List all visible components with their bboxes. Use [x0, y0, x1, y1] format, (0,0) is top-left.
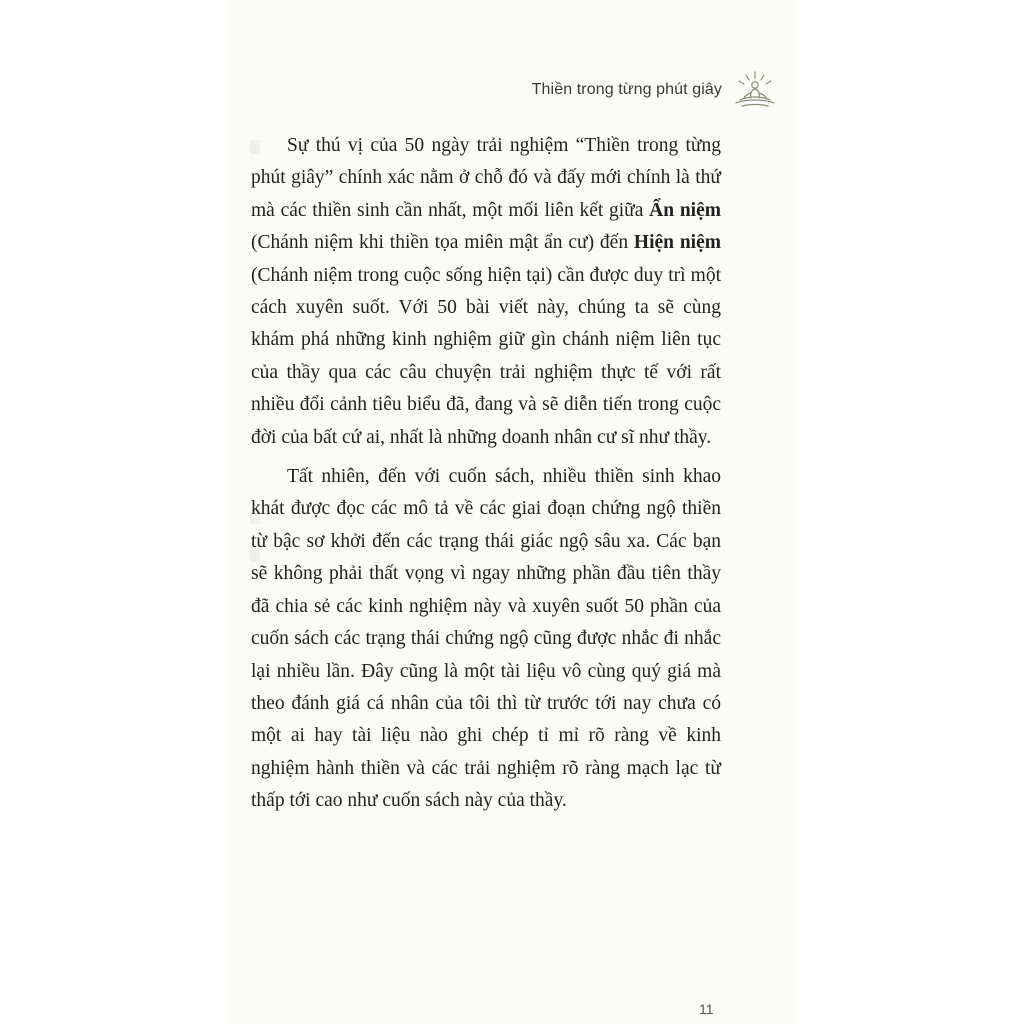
paragraph-text: (Chánh niệm khi thiền tọa miên mật ẩn cư) đến	[251, 232, 634, 254]
body-paragraph	[251, 130, 721, 454]
bold-term: Hiện niệm	[633, 232, 721, 254]
book-page	[228, 0, 796, 1024]
running-header	[532, 68, 778, 112]
paragraph-text: Tất nhiên, đến với cuốn sách, nhiều thiền sinh khao khát được đọc các mô tả về các giai đoạn chứng ngộ thiền từ bậc sơ khởi đến các trạng thái giác ngộ sâu xa. Các bạn sẽ không phải thất vọng vì ngay những phần đầu tiên thầy đã chia sẻ các kinh nghiệm này và xuyên suốt 50 phần của cuốn sách các trạng thái chứng ngộ cũng được nhắc đi nhắc lại nhiều lần. Đây cũng là một tài liệu vô cùng quý giá mà theo đánh giá cá nhân của tôi thì từ trước tới nay chưa có một ai hay tài liệu nào ghi chép tỉ mỉ rõ ràng về kinh nghiệm hành thiền và các trải nghiệm rõ ràng mạch lạc từ thấp tới cao như cuốn sách này của thầy.	[251, 466, 721, 812]
lotus-meditation-icon	[732, 68, 778, 112]
paragraph-text: (Chánh niệm trong cuộc sống hiện tại) cần được duy trì một cách xuyên suốt. Với 50 bài viết này, chúng ta sẽ cùng khám phá những kinh nghiệm giữ gìn chánh niệm liên tục của thầy qua các câu chuyện trải nghiệm thực tế với rất nhiều đổi cảnh tiêu biểu đã, đang và sẽ diễn tiến trong cuộc đời của bất cứ ai, nhất là những doanh nhân cư sĩ như thầy.	[251, 264, 721, 448]
body-text	[251, 130, 721, 818]
body-paragraph	[251, 461, 721, 817]
page-number: 11	[699, 1001, 714, 1017]
paragraph-text: Sự thú vị của 50 ngày trải nghiệm “Thiền trong từng phút giây” chính xác nằm ở chỗ đó và đấy mới chính là thứ mà các thiền sinh cần nhất, một mối liên kết giữa	[251, 135, 721, 221]
bold-term: Ẩn niệm	[649, 199, 721, 221]
running-header-title: Thiền trong từng phút giây	[531, 81, 722, 98]
